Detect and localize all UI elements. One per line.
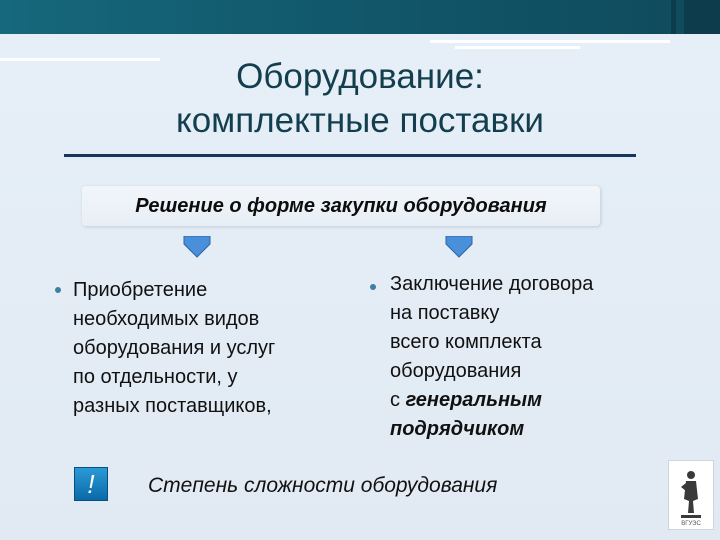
header-band <box>0 0 720 34</box>
left-line: разных поставщиков, <box>73 395 272 417</box>
contractor-emphasis: подрядчико <box>390 418 510 440</box>
right-line <box>390 386 650 415</box>
logo-figure <box>669 461 713 529</box>
left-line: оборудования и услуг <box>73 337 276 359</box>
right-line: на поставку <box>390 302 500 324</box>
right-line <box>390 415 650 444</box>
exclamation-icon: ! <box>74 467 108 501</box>
header-accent-line <box>671 0 676 34</box>
title-line-1: Оборудование: <box>236 57 484 96</box>
right-line-prefix: с <box>390 389 406 411</box>
left-line: по отдельности, у <box>73 366 238 388</box>
right-option-text <box>390 270 650 444</box>
title-line-2: комплектные поставки <box>176 101 544 140</box>
decision-label: Решение о форме закупки оборудования <box>135 195 547 217</box>
general-contractor-emphasis: генеральным <box>405 389 542 411</box>
bullet-dot <box>370 284 376 290</box>
left-line: необходимых видов <box>73 308 260 330</box>
left-line: Приобретение <box>73 279 208 301</box>
bullet-dot <box>55 287 61 293</box>
complexity-note: Степень сложности оборудования <box>148 474 498 497</box>
decor-line <box>430 40 670 43</box>
down-arrow-icon <box>182 236 212 258</box>
university-logo-icon <box>668 460 714 530</box>
right-line: Заключение договора <box>390 273 594 295</box>
left-option-text <box>73 276 333 421</box>
decision-box <box>82 186 600 226</box>
right-line: всего комплекта <box>390 331 542 353</box>
page-title <box>0 55 720 143</box>
right-line: оборудования <box>390 360 522 382</box>
decor-line <box>455 46 580 49</box>
contractor-tail: м <box>509 418 525 440</box>
down-arrow-icon <box>444 236 474 258</box>
header-accent-block <box>684 0 720 34</box>
title-underline <box>64 154 636 157</box>
logo-caption: ВГУЭС <box>681 521 701 527</box>
